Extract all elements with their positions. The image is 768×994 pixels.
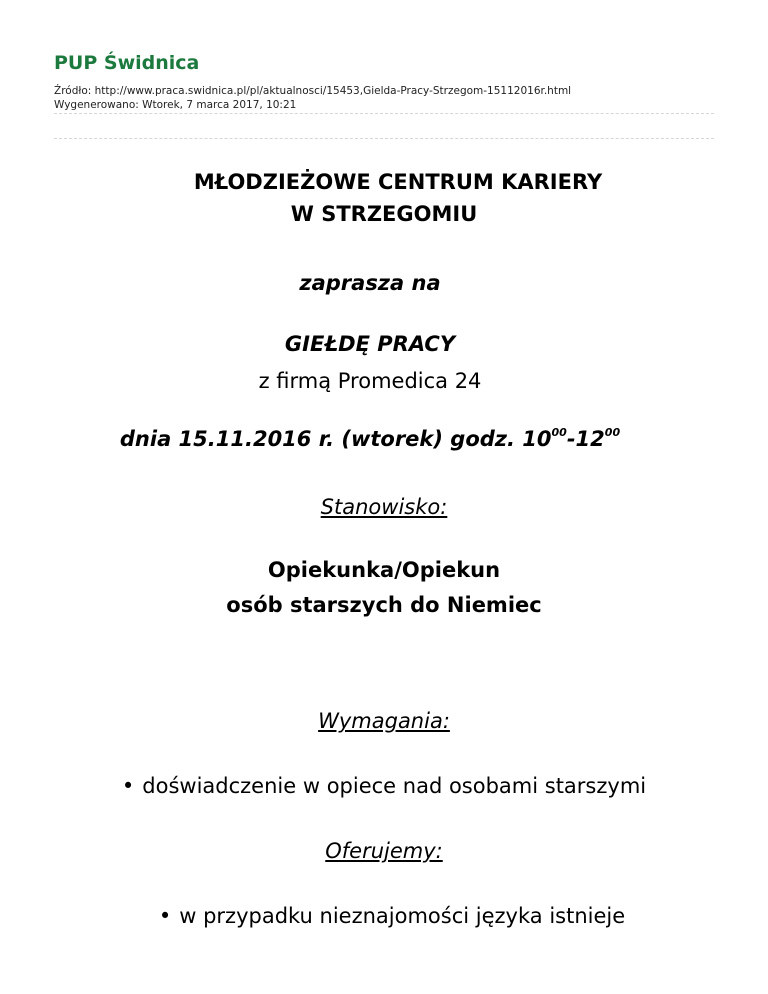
generated-date: Wygenerowano: Wtorek, 7 marca 2017, 10:21 [54, 99, 297, 111]
time-end-minutes: 00 [604, 426, 621, 439]
time-start-minutes: 00 [551, 426, 567, 439]
offer-label: Oferujemy: [325, 839, 443, 863]
source-url[interactable]: Źródło: http://www.praca.swidnica.pl/pl/aktualnosci/15453,Gielda-Pracy-Strzegom-15112016r.html [54, 85, 572, 97]
position-title-line-1: Opiekunka/Opiekun [267, 558, 501, 582]
organizer-line-2: W STRZEGOMIU [290, 202, 478, 226]
offer-item [0, 902, 768, 930]
company-name: z firmą Promedica 24 [258, 369, 482, 393]
site-title[interactable]: PUP Świdnica [54, 52, 200, 74]
time-separator: -12 [566, 427, 605, 451]
requirement-item [0, 772, 768, 800]
organizer-line-1: MŁODZIEŻOWE CENTRUM KARIERY [193, 170, 603, 194]
bullet-icon: • [158, 904, 172, 928]
event-date [0, 425, 754, 453]
position-label: Stanowisko: [320, 495, 448, 519]
requirements-label: Wymagania: [318, 709, 450, 733]
invite-text: zaprasza na [299, 271, 441, 295]
date-text: dnia 15.11.2016 r. (wtorek) godz. 10 [119, 427, 552, 451]
bullet-icon: • [121, 774, 135, 798]
event-title: GIEŁDĘ PRACY [284, 332, 456, 356]
offer-text: w przypadku nieznajomości języka istnieje [179, 904, 626, 928]
position-title-line-2: osób starszych do Niemiec [226, 593, 542, 617]
requirement-text: doświadczenie w opiece nad osobami starszymi [142, 774, 647, 798]
header-divider [54, 113, 714, 114]
content-divider [54, 138, 714, 139]
